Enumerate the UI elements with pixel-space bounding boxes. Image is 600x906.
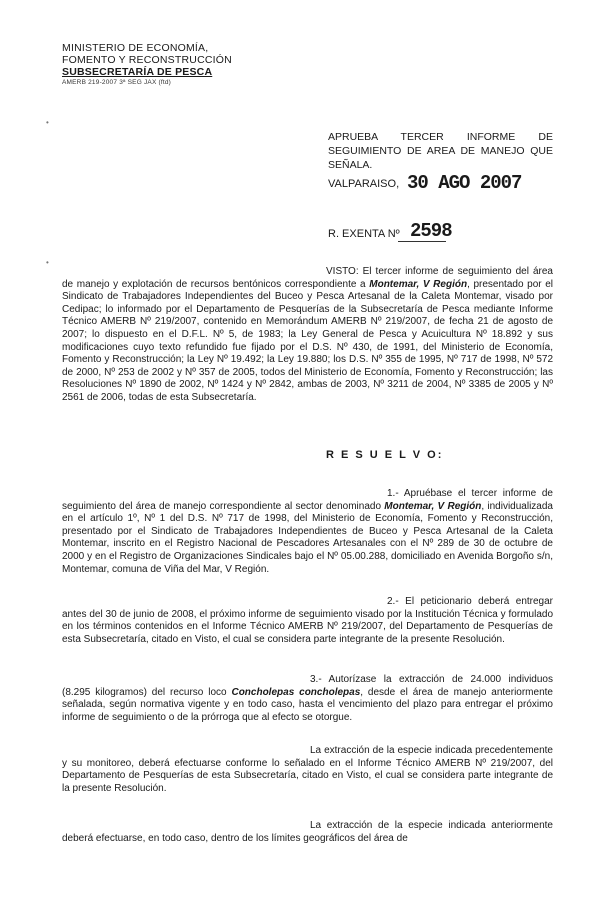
ministry-name: MINISTERIO DE ECONOMÍA, [62,42,209,54]
article-3-limits-text: La extracción de la especie indicada anteriormente deberá efectuarse, en todo caso, dentro de los límites geográficos del área de [62,820,553,844]
place-label: VALPARAISO, [328,178,400,190]
visto-emphasis: Montemar, V Región [369,278,468,290]
date-stamp: 30 AGO 2007 [407,172,522,194]
reference-code: AMERB 219-2007 3ª SEG JAX (ftd) [62,79,172,86]
article-3-monitoring [62,745,553,795]
article-3-limits [62,820,553,845]
article-3-monitoring-text: La extracción de la especie indicada precedentemente y su monitoreo, deberá efectuarse conforme lo señalado en el Informe Técnico AMERB Nº 219/2007, del Departamento de Pesquerías de esta Subsecretaría, citado en Visto, el cual se considera parte integrante de la presente Resolución. [62,745,553,794]
article-1-text: , individualizada en el artículo 1º, Nº 1 del D.S. Nº 717 de 1998, del Ministerio de Economía, Fomento y Reconstrucción, presentado por el Sindicato de Trabajadores Independientes de Buceo y Pesca Artesanal de la Caleta Montemar, inscrito en el Registro Nacional de Pescadores Artesanales con el Nº 289 de 30 de octubre de 2000 y en el Registro de Organizaciones Sindicales bajo el Nº 05.00.288, domiciliado en Avenida Borgoño s/n, Montemar, comuna de Viña del Mar, V Región. [62,500,553,575]
article-2-text: 2.- El peticionario deberá entregar antes del 30 de junio de 2008, el próximo informe de seguimiento visado por la Institución Técnica y formulado en los términos contenidos en el Informe Técnico AMERB Nº 219/2007, del Departamento de Pesquerías de esta Subsecretaría, citado en Visto, el cual se considera parte integrante de la presente Resolución. [62,596,553,645]
article-3-text: , desde el área de manejo anteriormente señalada, según normativa vigente y en todo caso, hasta el vencimiento del plazo para entregar el próximo informe de seguimiento o de la prórroga que al efecto se otorgue. [62,686,553,723]
visto-paragraph [62,266,553,405]
article-2 [62,596,553,646]
article-3-emphasis: Concholepas concholepas [231,686,361,698]
margin-mark: • [46,118,49,127]
subsecretaria-name: SUBSECRETARÍA DE PESCA [62,66,213,78]
article-3 [62,674,553,724]
article-1 [62,488,553,576]
exenta-label: R. EXENTA Nº [328,228,400,240]
letterhead [62,42,232,87]
article-3-lead: 3.- Autorízase la extracción de 24.000 individuos (8.295 kilogramos) del recurso loco [62,674,553,698]
ministry-name-2: FOMENTO Y RECONSTRUCCIÓN [62,54,232,66]
margin-mark: • [46,258,49,267]
visto-text-2: , presentado por el Sindicato de Trabajadores Independientes del Buceo y Pesca Artesanal de la Caleta Montemar, visado por Cedipac; lo informado por el Departamento de Pesquerías de la Subsecretaría de Pesca mediante Informe Técnico AMERB Nº 219/2007, contenido en Memorándum AMERB Nº 219/2007, de fecha 21 de agosto de 2007; lo dispuesto en el D.F.L. Nº 5, de 1983; la Ley General de Pesca y Acuicultura Nº 18.892 y sus modificaciones cuyo texto refundido fue fijado por el D.S. Nº 430, de 1991, del Ministerio de Economía, Fomento y Reconstrucción; la Ley Nº 19.492; la Ley 19.880; los D.S. Nº 355 de 1995, Nº 717 de 1998, Nº 572 de 2000, Nº 253 de 2002 y Nº 357 de 2005, todos del Ministerio de Economía, Fomento y Reconstrucción; las Resoluciones Nº 1890 de 2002, Nº 1424 y Nº 2842, ambas de 2003, Nº 3211 de 2004, Nº 3385 de 2005 y Nº 2561 de 2006, todas de esta Subsecretaría. [62,278,554,403]
visto-text-1: El tercer informe de seguimiento del área de manejo y explotación de recursos bentónicos correspondiente a [62,266,553,290]
visto-lead: VISTO: [326,266,359,277]
resuelvo-heading: R E S U E L V O: [326,449,444,461]
resolution-subject: APRUEBA TERCER INFORME DE SEGUIMIENTO DE AREA DE MANEJO QUE SEÑALA. [328,131,553,171]
article-1-lead: 1.- Apruébase el tercer informe de seguimiento del área de manejo correspondiente al sector denominado [62,488,553,512]
article-1-emphasis: Montemar, V Región [384,500,482,512]
exenta-number: 2598 [410,220,452,242]
